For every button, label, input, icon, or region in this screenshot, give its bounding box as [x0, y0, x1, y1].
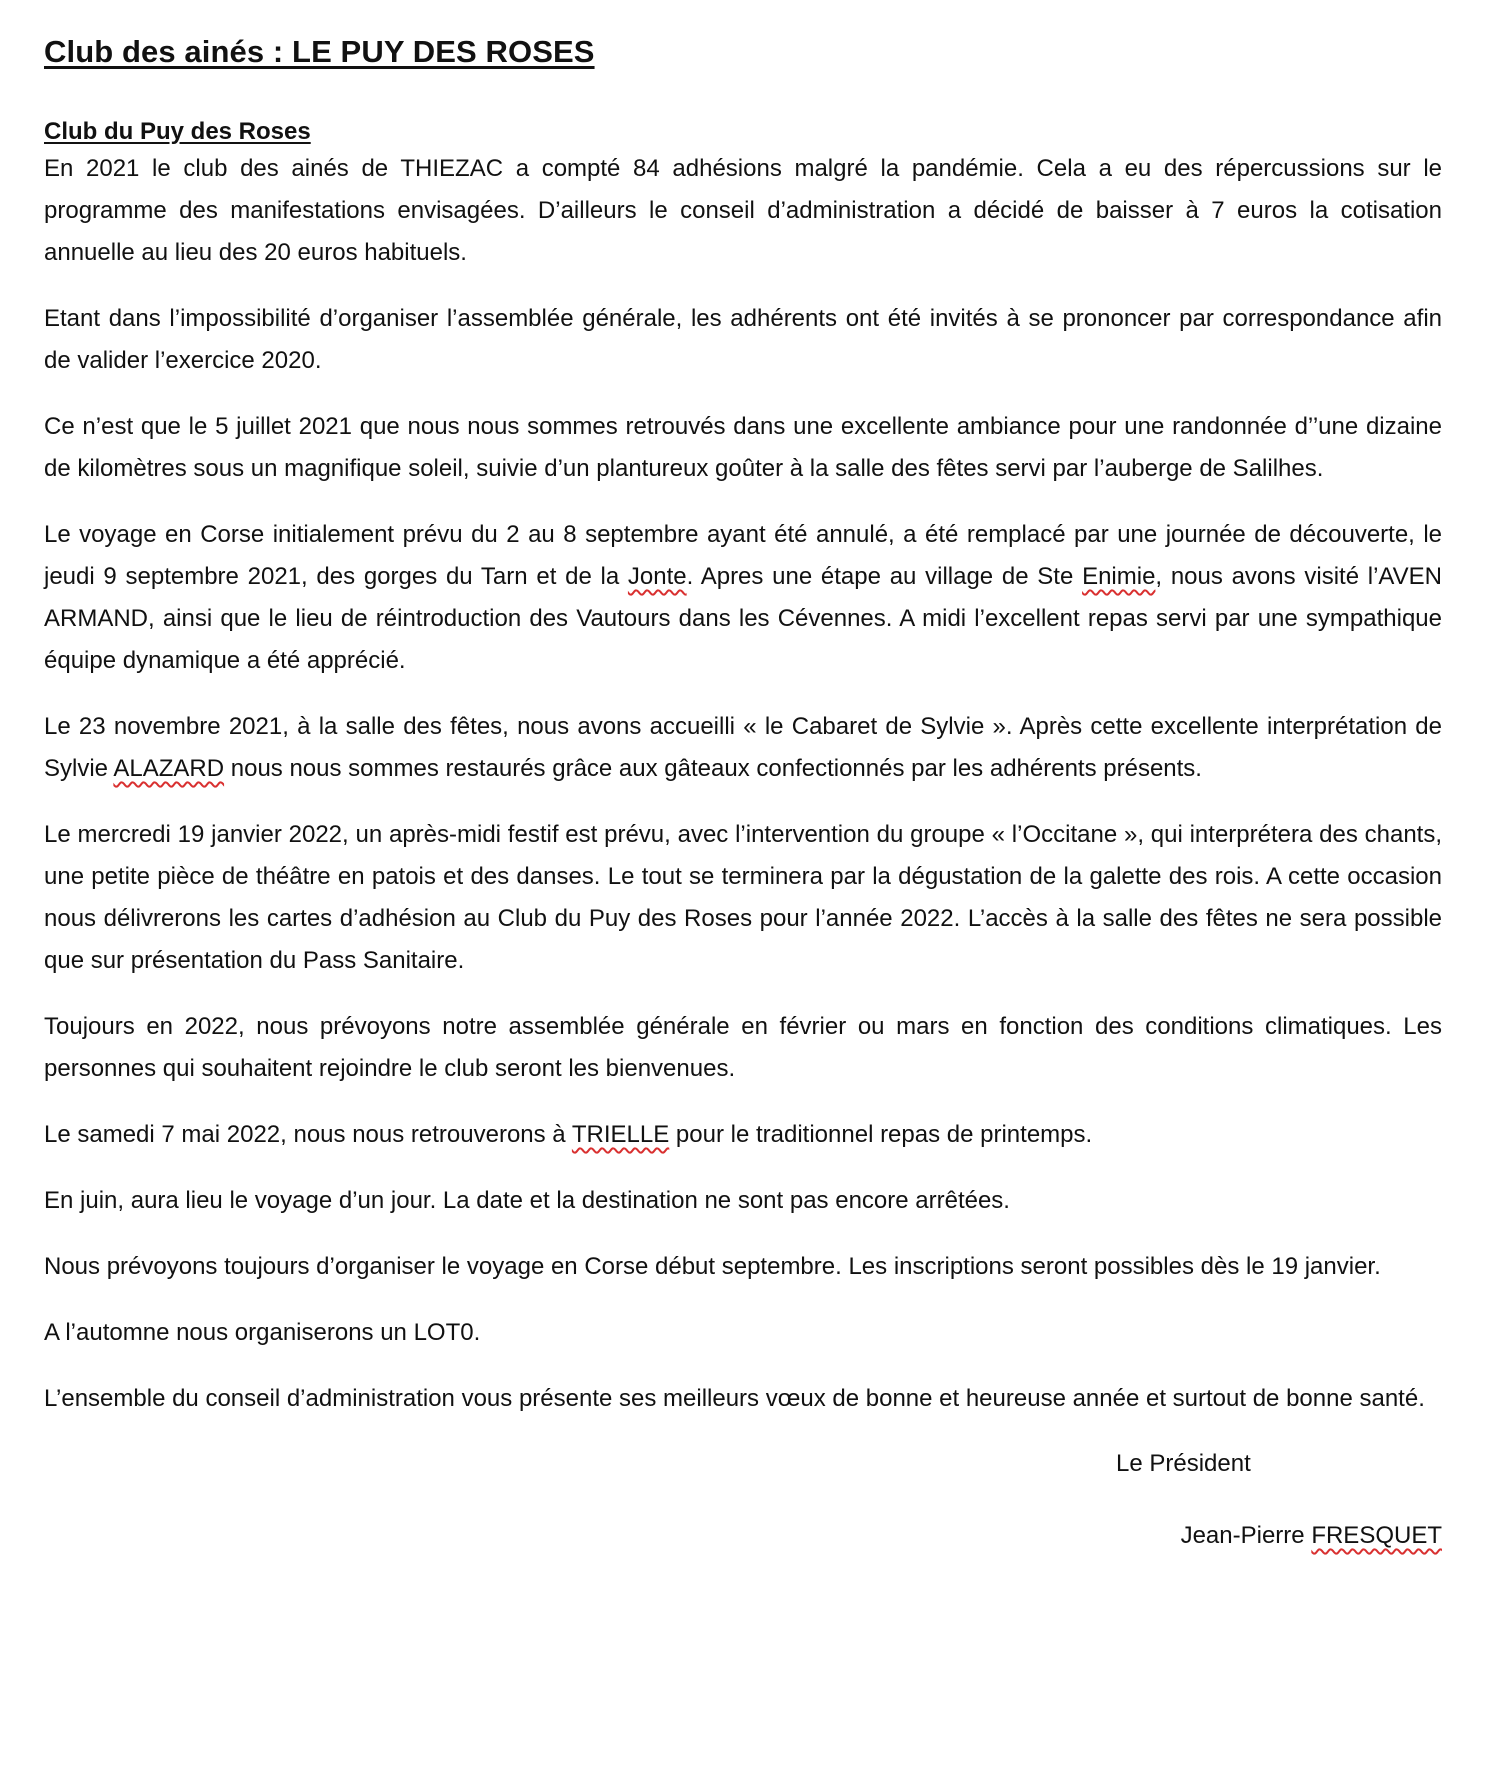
paragraph-spring-meal — [44, 1114, 1442, 1156]
paragraph-assembly-2022: Toujours en 2022, nous prévoyons notre assemblée générale en février ou mars en fonction des conditions climatiques. Les personnes qui souhaitent rejoindre le club seront les bienvenues. — [44, 1013, 1442, 1082]
paragraph-hike: Ce n’est que le 5 juillet 2021 que nous nous sommes retrouvés dans une excellente ambiance pour une randonnée d’’une dizaine de kilomètres sous un magnifique soleil, suivie d’un plantureux goûter à la salle des fêtes servi par l’auberge de Salilhes. — [44, 413, 1442, 482]
paragraph-text: . Apres une étape au village de Ste — [686, 563, 1083, 590]
spellcheck-word[interactable]: Enimie — [1082, 563, 1156, 590]
paragraph-text: nous nous sommes restaurés grâce aux gâteaux confectionnés par les adhérents présents. — [224, 755, 1202, 782]
section-title: Club du Puy des Roses — [44, 118, 311, 145]
document-title: Club des ainés : LE PUY DES ROSES — [44, 34, 595, 69]
paragraph-wishes: L’ensemble du conseil d’administration vous présente ses meilleurs vœux de bonne et heureuse année et surtout de bonne santé. — [44, 1385, 1425, 1412]
paragraph-text: , nous avons visité l’AVEN ARMAND, ainsi que le lieu de réintroduction des Vautours dans les Cévennes. A midi l’excellent repas servi par une sympathique équipe dynamique a été apprécié. — [44, 563, 1443, 674]
paragraph-membership: En 2021 le club des ainés de THIEZAC a compté 84 adhésions malgré la pandémie. Cela a eu des répercussions sur le programme des manifestations envisagées. D’ailleurs le conseil d’administration a décidé de baisser à 7 euros la cotisation annuelle au lieu des 20 euros habituels. — [44, 155, 1442, 266]
spellcheck-word[interactable]: TRIELLE — [571, 1121, 670, 1148]
paragraph-corsica-trip: Nous prévoyons toujours d’organiser le voyage en Corse début septembre. Les inscriptions seront possibles dès le 19 janvier. — [44, 1253, 1381, 1280]
spellcheck-word[interactable]: Jonte — [627, 563, 687, 590]
signature-block — [44, 1444, 1442, 1584]
paragraph-festive-afternoon: Le mercredi 19 janvier 2022, un après-midi festif est prévu, avec l’intervention du groupe « l’Occitane », qui interprétera des chants, une petite pièce de théâtre en patois et des danses. Le tout se terminera par la dégustation de la galette des rois. A cette occasion nous délivrerons les cartes d’adhésion au Club du Puy des Roses pour l’année 2022. L’accès à la salle des fêtes ne sera possible que sur présentation du Pass Sanitaire. — [44, 821, 1442, 974]
paragraph-text: Le samedi 7 mai 2022, nous nous retrouverons à — [44, 1121, 572, 1148]
signature-role: Le Président — [1116, 1450, 1251, 1477]
paragraph-text: pour le traditionnel repas de printemps. — [669, 1121, 1093, 1148]
paragraph-loto: A l’automne nous organiserons un LOT0. — [44, 1319, 481, 1346]
paragraph-trip-tarn — [44, 514, 1442, 682]
document-page — [44, 30, 1442, 1584]
spellcheck-word[interactable]: ALAZARD — [113, 755, 225, 782]
paragraph-general-assembly: Etant dans l’impossibilité d’organiser l’assemblée générale, les adhérents ont été invités à se prononcer par correspondance afin de valider l’exercice 2020. — [44, 305, 1442, 374]
signature-name — [1181, 1520, 1442, 1552]
spellcheck-word[interactable]: FRESQUET — [1311, 1522, 1442, 1549]
paragraph-text: Le voyage en Corse initialement prévu du 2 au 8 septembre ayant été annulé, a été remplacé par une journée de découverte, le jeudi 9 septembre 2021, des gorges du Tarn et de la — [44, 521, 1442, 590]
paragraph-june-trip: En juin, aura lieu le voyage d’un jour. La date et la destination ne sont pas encore arrêtées. — [44, 1187, 1010, 1214]
paragraph-text: Le 23 novembre 2021, à la salle des fêtes, nous avons accueilli « le Cabaret de Sylvie ». Après cette excellente interprétation de Sylvie — [44, 713, 1442, 782]
paragraph-cabaret — [44, 706, 1442, 790]
signature-first-name: Jean-Pierre — [1180, 1522, 1312, 1549]
